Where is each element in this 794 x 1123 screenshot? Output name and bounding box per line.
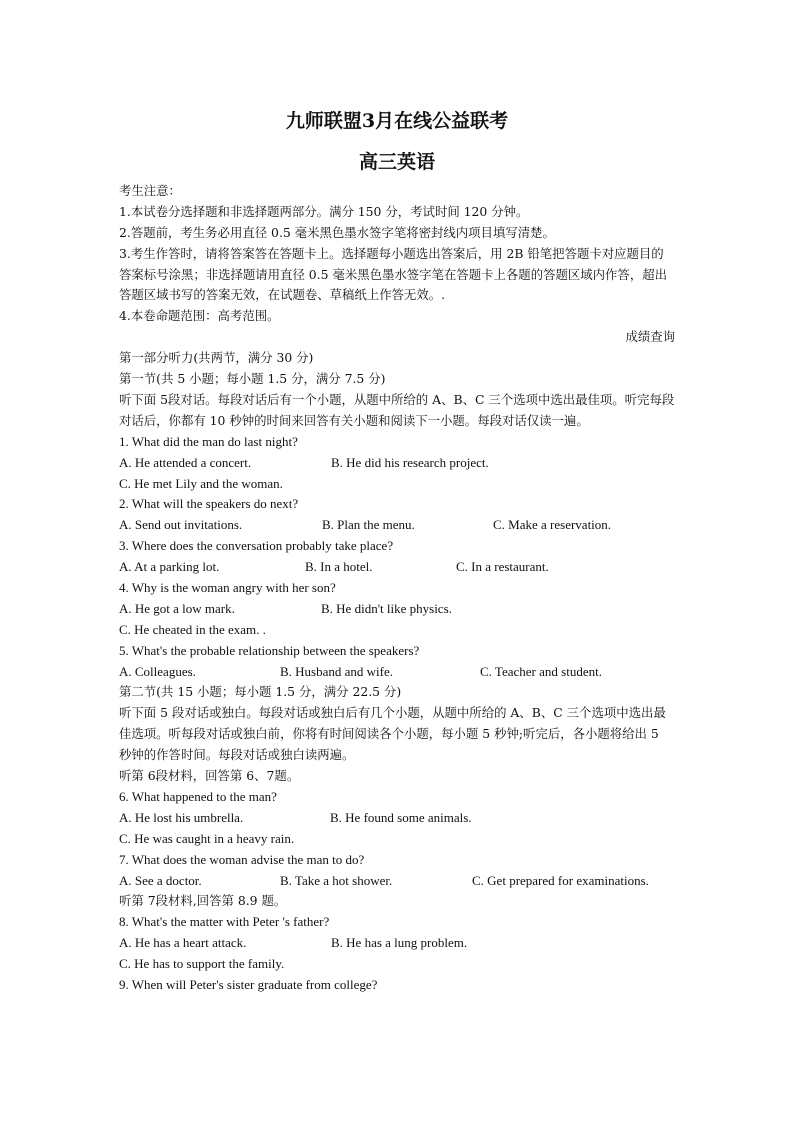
exam-subtitle: 高三英语 [358, 151, 435, 173]
option-c: C. He met Lily and the woman. [119, 475, 283, 491]
option-c: C. He was caught in a heavy rain. [119, 830, 295, 846]
question-options [119, 557, 675, 578]
question: 1. What did the man do last night? [119, 433, 298, 449]
option-c: C. In a restaurant. [456, 559, 549, 575]
question: 5. What's the probable relationship between the speakers? [119, 642, 420, 658]
question-options [119, 808, 675, 829]
notice-item: 2.答题前，考生务必用直径 0.5 毫米黑色墨水签字笔将密封线内项目填写清楚。 [119, 224, 555, 240]
option-c: C. Teacher and student. [480, 663, 602, 679]
option-b: B. He did his research project. [331, 454, 489, 470]
option-a: A. He has a heart attack. [119, 935, 247, 951]
question-options [119, 453, 675, 474]
question: 8. What's the matter with Peter 's father? [119, 914, 330, 930]
option-b: B. He has a lung problem. [331, 935, 468, 951]
option-a: A. He lost his umbrella. [119, 809, 244, 825]
option-a: A. At a parking lot. [119, 559, 220, 575]
question-options [119, 871, 675, 892]
question: 3. Where does the conversation probably take place? [119, 538, 394, 554]
question: 7. What does the woman advise the man to do? [119, 851, 365, 867]
option-a: A. He attended a concert. [119, 454, 252, 470]
section2-instructions: 听下面 5 段对话或独白。每段对话或独白后有几个小题，从题中所给的 A、B、C 三个选项中选出最佳选项。听每段对话或独白前，你将有时间阅读各个小题，每小题 5 秒钟;听完后，各小题将给出 5 秒钟的作答时间。每段对话或独白读两遍。 [119, 705, 666, 763]
option-b: B. Plan the menu. [322, 517, 415, 533]
notice-heading: 考生注意： [119, 183, 181, 198]
part1-heading: 第一部分听力(共两节，满分 30 分) [119, 350, 314, 366]
material-note: 听第 7段材料,回答第 8.9 题。 [119, 893, 287, 909]
exam-content [119, 181, 675, 996]
option-a: A. He got a low mark. [119, 600, 235, 616]
section2-heading: 第二节(共 15 小题；每小题 1.5 分，满分 22.5 分) [119, 684, 402, 700]
option-a: A. Send out invitations. [119, 517, 243, 533]
question: 4. Why is the woman angry with her son? [119, 580, 336, 595]
notice-item: 1.本试卷分选择题和非选择题两部分。满分 150 分，考试时间 120 分钟。 [119, 203, 529, 219]
question: 9. When will Peter's sister graduate from college? [119, 976, 378, 992]
option-c: C. He cheated in the exam. . [119, 621, 266, 637]
exam-title: 九师联盟3月在线公益联考 [285, 110, 509, 132]
option-c: C. He has to support the family. [119, 956, 285, 972]
option-b: B. He didn't like physics. [321, 600, 452, 616]
option-b: B. In a hotel. [305, 559, 373, 575]
question: 2. What will the speakers do next? [119, 496, 299, 512]
question-options [119, 515, 675, 536]
option-a: A. Colleagues. [119, 663, 196, 679]
option-c: C. Make a reservation. [493, 517, 612, 533]
option-c: C. Get prepared for examinations. [472, 872, 649, 888]
option-b: B. Husband and wife. [280, 663, 394, 679]
option-b: B. He found some animals. [330, 809, 472, 825]
option-a: A. See a doctor. [119, 872, 202, 888]
notice-item: 4.本卷命题范围：高考范围。 [119, 308, 280, 324]
question: 6. What happened to the man? [119, 788, 277, 804]
score-query-link[interactable]: 成绩查询 [625, 329, 675, 345]
notice-item: 3.考生作答时，请将答案答在答题卡上。选择题每小题选出答案后，用 2B 铅笔把答题卡对应题目的答案标号涂黑；非选择题请用直径 0.5 毫米黑色墨水签字笔在答题卡上各题的答题区域内作答，超出答题区域书写的答案无效，在试题卷、草稿纸上作答无效。. [119, 245, 667, 303]
material-note: 听第 6段材料，回答第 6、7题。 [119, 768, 300, 784]
question-options [119, 599, 675, 620]
section1-instructions: 听下面 5段对话。每段对话后有一个小题，从题中所给的 A、B、C 三个选项中选出最佳项。听完每段对话后，你都有 10 秒钟的时间来回答有关小题和阅读下一小题。每段对话仅读一遍。 [119, 391, 675, 428]
option-b: B. Take a hot shower. [280, 872, 393, 888]
question-options [119, 933, 675, 954]
section1-heading: 第一节(共 5 小题；每小题 1.5 分，满分 7.5 分) [119, 371, 386, 387]
question-options [119, 662, 675, 683]
